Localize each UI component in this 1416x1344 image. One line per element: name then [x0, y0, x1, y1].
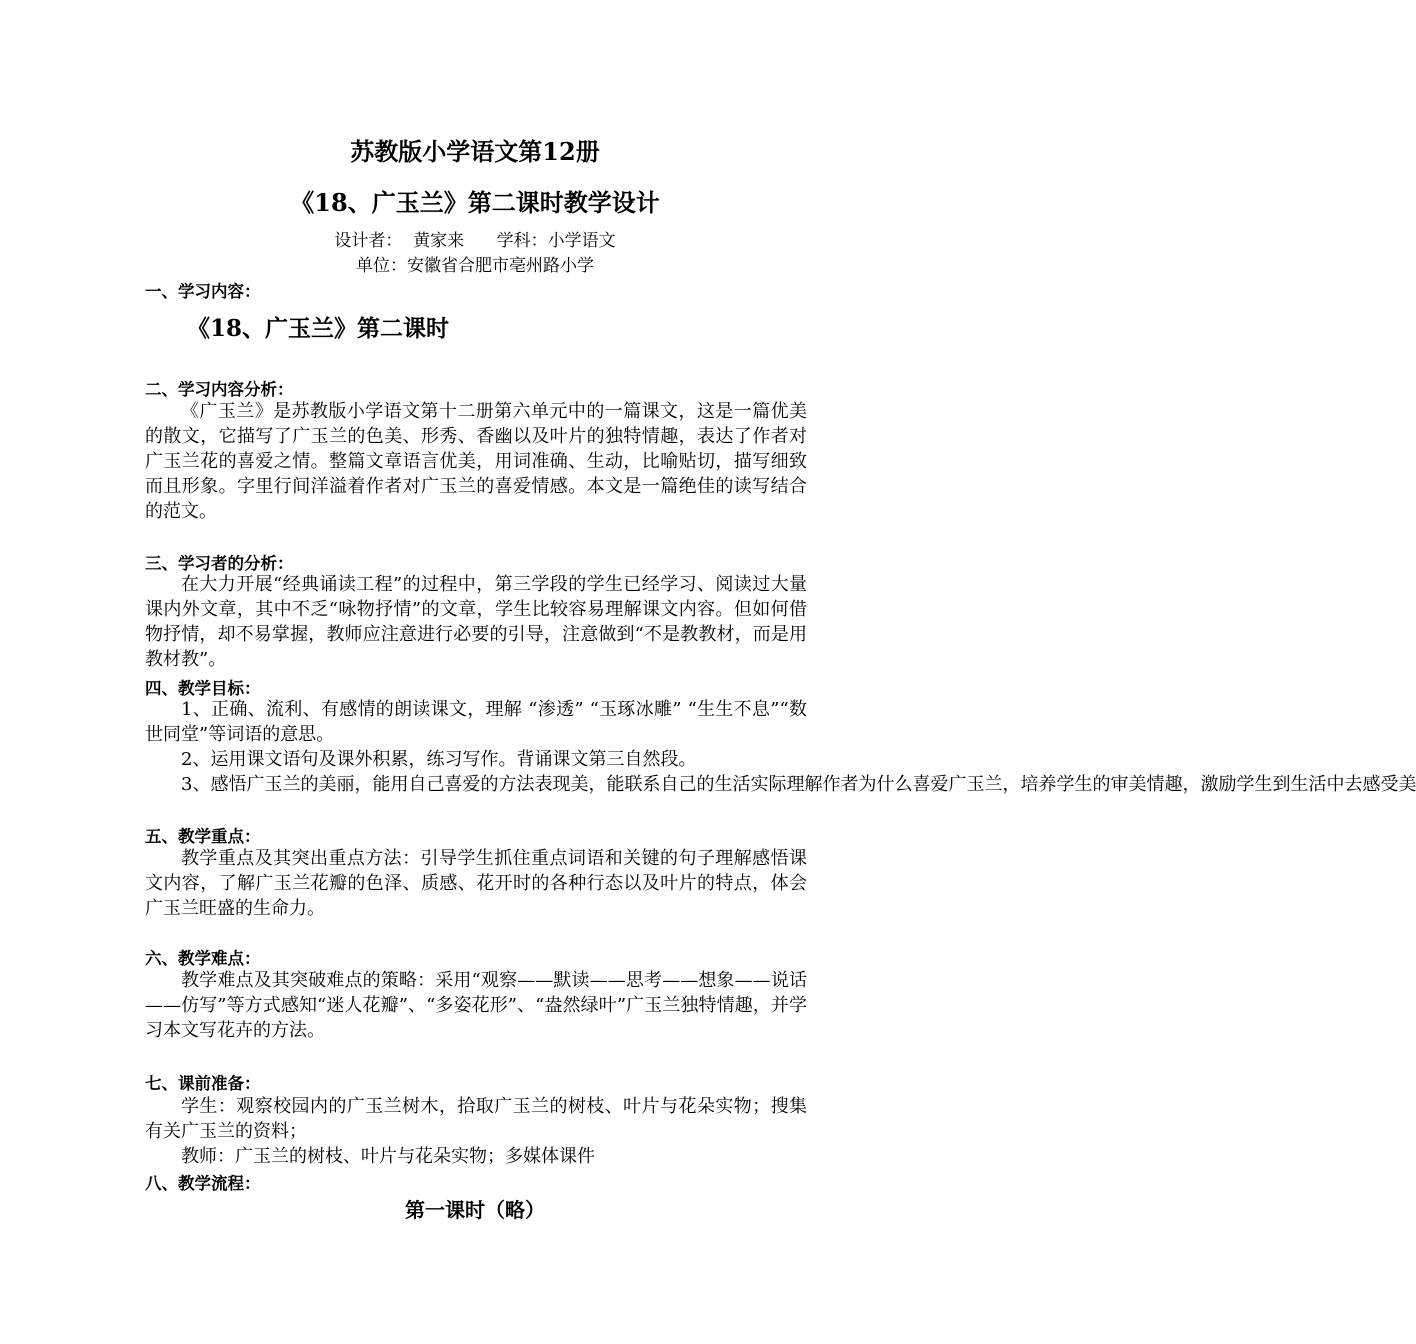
section-6-heading: 六、教学难点：	[145, 949, 261, 968]
section-4-body	[145, 697, 1416, 797]
section-6-body	[145, 968, 807, 1043]
section-7-heading: 七、课前准备：	[145, 1074, 261, 1093]
document-title: 苏教版小学语文第12册	[350, 137, 600, 166]
section-8-heading: 八、教学流程：	[145, 1174, 261, 1193]
section-2-paragraph: 《广玉兰》是苏教版小学语文第十二册第六单元中的一篇课文，这是一篇优美的散文，它描写了广玉兰的色美、形秀、香幽以及叶片的独特情趣，表达了作者对广玉兰花的喜爱之情。整篇文章语言优美，用词准确、生动，比喻贴切，描写细致而且形象。字里行间洋溢着作者对广玉兰的喜爱情感。本文是一篇绝佳的读写结合的范文。	[145, 401, 807, 522]
objective-item: 3、感悟广玉兰的美丽，能用自己喜爱的方法表现美，能联系自己的生活实际理解作者为什么喜爱广玉兰，培养学生的审美情趣，激励学生到生活中去感受美	[181, 774, 1416, 795]
section-5-paragraph: 教学重点及其突出重点方法：引导学生抓住重点词语和关键的句子理解感悟课文内容，了解广玉兰花瓣的色泽、质感、花开时的各种行态以及叶片的特点，体会广玉兰旺盛的生命力。	[145, 848, 807, 919]
section-3-heading: 三、学习者的分析：	[145, 554, 294, 573]
section-1-content: 《18、广玉兰》第二课时	[187, 315, 450, 342]
preparation-teacher: 教师：广玉兰的树枝、叶片与花朵实物；多媒体课件	[181, 1146, 595, 1167]
section-7-body	[145, 1094, 807, 1169]
document-subtitle: 《18、广玉兰》第二课时教学设计	[290, 188, 660, 217]
section-6-paragraph: 教学难点及其突破难点的策略：采用“观察——默读——思考——想象——说话——仿写”等方式感知“迷人花瓣”、“多姿花形”、“盎然绿叶”广玉兰独特情趣，并学习本文写花卉的方法。	[145, 970, 807, 1041]
section-2-body	[145, 399, 807, 524]
section-5-body	[145, 846, 807, 921]
section-3-body	[145, 572, 807, 672]
section-4-heading: 四、教学目标：	[145, 679, 261, 698]
unit-line: 单位：安徽省合肥市亳州路小学	[356, 256, 594, 276]
preparation-student: 学生：观察校园内的广玉兰树木，拾取广玉兰的树枝、叶片与花朵实物；搜集有关广玉兰的资料；	[145, 1096, 807, 1142]
objective-item: 2、运用课文语句及课外积累，练习写作。背诵课文第三自然段。	[181, 749, 697, 770]
section-5-heading: 五、教学重点：	[145, 827, 261, 846]
section-2-heading: 二、学习内容分析：	[145, 380, 294, 399]
designer-line: 设计者： 黄家来 学科：小学语文	[334, 231, 616, 251]
section-1-heading: 一、学习内容：	[145, 282, 261, 301]
section-3-paragraph: 在大力开展“经典诵读工程”的过程中，第三学段的学生已经学习、阅读过大量课内外文章，其中不乏“咏物抒情”的文章，学生比较容易理解课文内容。但如何借物抒情，却不易掌握，教师应注意进行必要的引导，注意做到“不是教教材，而是用教材教”。	[145, 574, 807, 670]
first-lesson-heading: 第一课时（略）	[405, 1198, 545, 1222]
objective-item: 1、正确、流利、有感情的朗读课文，理解 “渗透” “玉琢冰雕” “生生不息”“数世同堂”等词语的意思。	[145, 699, 807, 745]
